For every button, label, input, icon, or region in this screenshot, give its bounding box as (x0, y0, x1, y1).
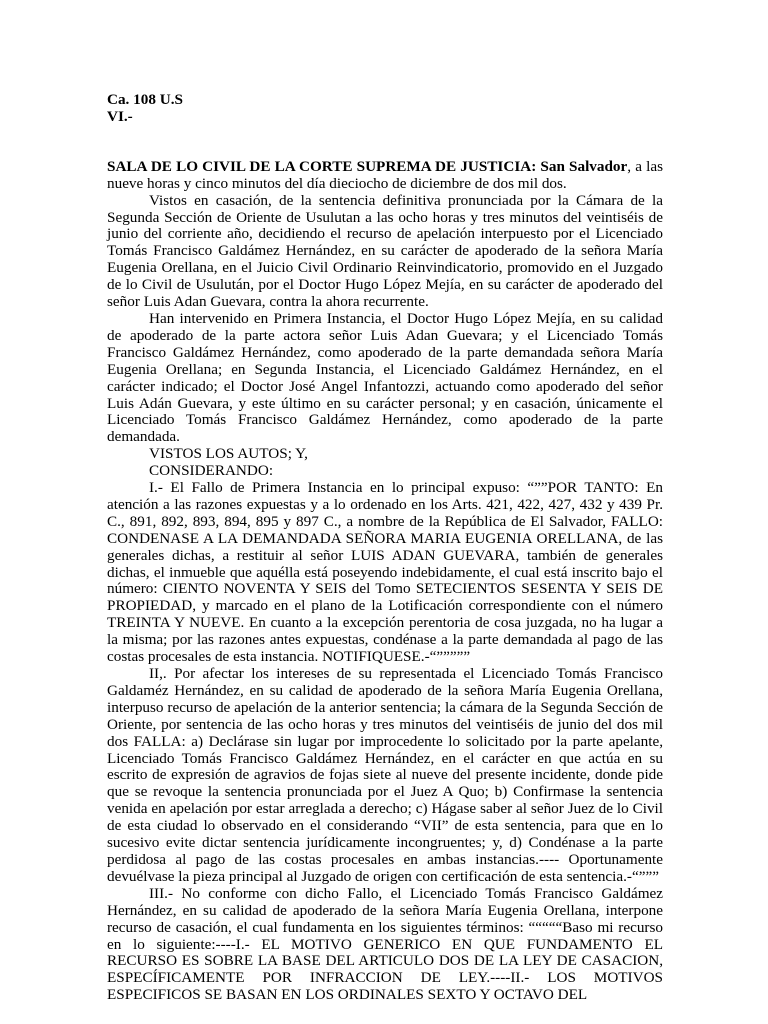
paragraph-fallo-primera-instancia: I.- El Fallo de Primera Instancia en lo principal expuso: “””POR TANTO: En atención a las razones expuestas y a lo ordenado en los Arts. 421, 422, 427, 432 y 439 Pr. C., 891, 892, 893, 894, 895 y 897 C., a nombre de la República de El Salvador, FALLO: CONDENASE A LA DEMANDADA SEÑORA MARIA EUGENIA ORELLANA, de las generales dichas, a restituir al señor LUIS ADAN GUEVARA, también de generales dichas, el inmueble que aquélla está poseyendo indebidamente, el cual está inscrito bajo el número: CIENTO NOVENTA Y SEIS del Tomo SETECIENTOS SESENTA Y SEIS DE PROPIEDAD, y marcado en el plano de la Lotificación correspondiente con el número TREINTA Y NUEVE. En cuanto a la excepción perentoria de cosa juzgada, no ha lugar a la misma; por las razones antes expuestas, condénase a la parte demandada al pago de las costas procesales de esta instancia. NOTIFIQUESE.-“””””” (107, 479, 663, 666)
court-heading: SALA DE LO CIVIL DE LA CORTE SUPREMA DE JUSTICIA: San Salvador (107, 157, 628, 175)
paragraph-casacion: III.- No conforme con dicho Fallo, el Licenciado Tomás Francisco Galdámez Hernández, en su calidad de apoderado de la señora María Eugenia Orellana, interpone recurso de casación, el cual fundamenta en los siguientes términos: “““““Baso mi recurso en lo siguiente:----I.- EL MOTIVO GENERICO EN QUE FUNDAMENTO EL RECURSO ES SOBRE LA BASE DEL ARTICULO DOS DE LA LEY DE CASACION, ESPECÍFICAMENTE POR INFRACCION DE LEY.----II.- LOS MOTIVOS ESPECIFICOS SE BASAN EN LOS ORDINALES SEXTO Y OCTAVO DEL (107, 884, 663, 1004)
paragraph-considerando: CONSIDERANDO: (149, 462, 274, 480)
case-section: VI.- (107, 107, 133, 125)
paragraph-intervenido: Han intervenido en Primera Instancia, el Doctor Hugo López Mejía, en su calidad de apoderado de la parte actora señor Luis Adan Guevara; y el Licenciado Tomás Francisco Galdámez Hernández, como apoderado de la parte demandada señora María Eugenia Orellana; en Segunda Instancia, el Licenciado Galdámez Hernández, en el carácter indicado; el Doctor José Angel Infantozzi, actuando como apoderado del señor Luis Adán Guevara, y este último en su carácter personal; y en casación, únicamente el Licenciado Tomás Francisco Galdámez Hernández, como apoderado de la parte demandada. (107, 309, 663, 446)
spacer (107, 126, 663, 159)
paragraph-vistos: Vistos en casación, de la sentencia definitiva pronunciada por la Cámara de la Segunda Sección de Oriente de Usulutan a las ocho horas y tres minutos del veintiséis de junio del corriente año, decidiendo el recurso de apelación interpuesto por el Licenciado Tomás Francisco Galdámez Hernández, en su carácter de apoderado de la señora María Eugenia Orellana, en el Juicio Civil Ordinario Reinvindicatorio, promovido en el Juzgado de lo Civil de Usulután, por el Doctor Hugo López Mejía, en su carácter de apoderado del señor Luis Adan Guevara, contra la ahora recurrente. (107, 191, 663, 311)
opening-paragraph (107, 159, 663, 193)
paragraph-apelacion: II,. Por afectar los intereses de su representada el Licenciado Tomás Francisco Galdaméz Hernández, en su calidad de apoderado de la señora María Eugenia Orellana, interpuso recurso de apelación de la anterior sentencia; la cámara de la Segunda Sección de Oriente, por sentencia de las ocho horas y tres minutos del veintiséis de junio del dos mil dos FALLA: a) Declárase sin lugar por improcedente lo solicitado por la parte apelante, Licenciado Tomás Francisco Galdámez Hernández, en el carácter en que actúa en su escrito de expresión de agravios de fojas siete al nueve del presente incidente, donde pide que se revoque la sentencia pronunciada por el Juez A Quo; b) Confirmase la sentencia venida en apelación por estar arreglada a derecho; c) Hágase saber al señor Juez de lo Civil de esta ciudad lo observado en el considerando “VII” de esta sentencia, para que en lo sucesivo evite dictar sentencia jurídicamente incongruentes; y, d) Condénase a la parte perdidosa al pago de las costas procesales en ambas instancias.---- Oportunamente devuélvase la pieza principal al Juzgado de origen con certificación de esta sentencia.-“””” (107, 665, 663, 885)
opening-date: , a las nueve horas y cinco minutos del día dieciocho de diciembre de dos mil dos. (107, 157, 663, 192)
case-number: Ca. 108 U.S (107, 91, 183, 108)
paragraph-vistos-autos: VISTOS LOS AUTOS; Y, (149, 445, 308, 463)
document-page (107, 92, 663, 1004)
